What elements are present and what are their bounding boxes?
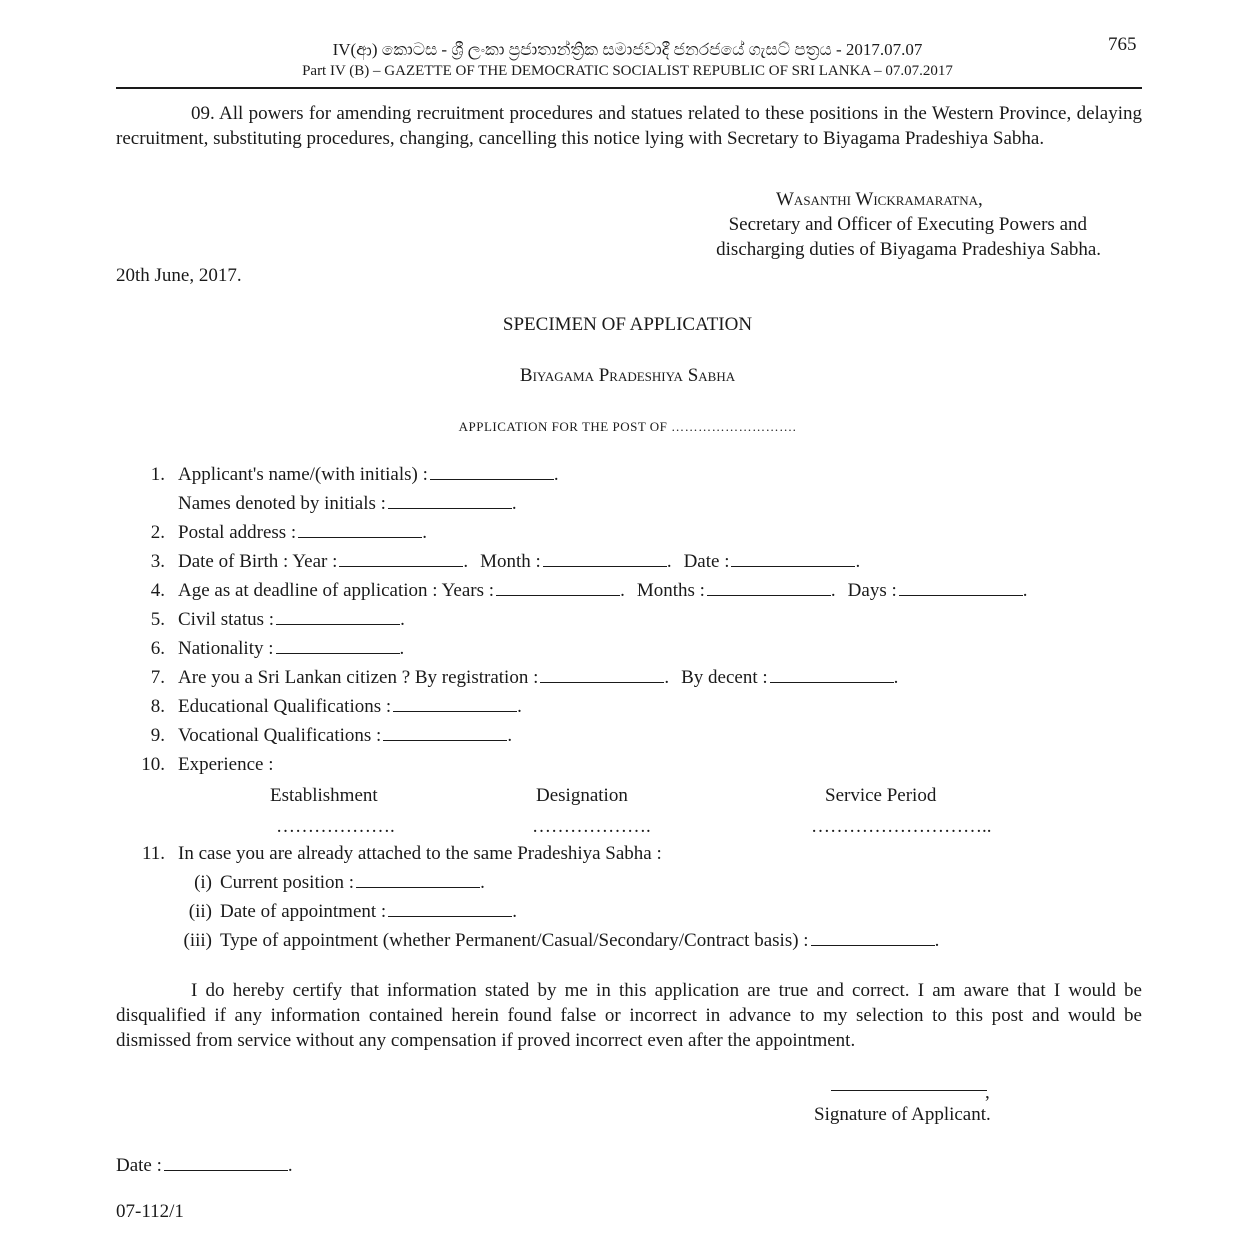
item-number: 8.: [150, 696, 165, 717]
blank-line: [388, 902, 512, 917]
item-number: 10.: [141, 754, 165, 775]
item-label: Months :: [636, 580, 705, 601]
item-number: 6.: [150, 638, 165, 659]
reference-code: 07-112/1: [116, 1201, 184, 1222]
clause-9-paragraph: [116, 101, 1142, 151]
subitem-number: (ii): [188, 901, 212, 922]
blank-line: [496, 581, 620, 596]
item-label: Age as at deadline of application : Years :: [178, 580, 495, 601]
form-institution: Biyagama Pradeshiya Sabha: [519, 365, 736, 386]
signature-comma: ,: [985, 1082, 990, 1103]
experience-col-establishment: Establishment: [270, 785, 378, 806]
item-label: Current position :: [220, 872, 355, 893]
page-number: 765: [1108, 34, 1137, 55]
blank-line: [276, 610, 400, 625]
blank-line: [731, 552, 855, 567]
item-label: Are you a Sri Lankan citizen ? By registration :: [178, 667, 539, 688]
blank-line: [707, 581, 831, 596]
item-label: Applicant's name/(with initials) :: [178, 464, 428, 485]
experience-col-designation: Designation: [536, 785, 628, 806]
blank-line: [388, 494, 512, 509]
application-date: Date : .: [116, 1155, 293, 1176]
item-label: Date of Birth : Year :: [178, 551, 338, 572]
declaration-text: I do hereby certify that information stated by me in this application are true and correct. I am aware that I would be disqualified if any information contained herein found false or incorrect in advance to my selection to this post and would be dismissed from service without any compensation if proved incorrect even after the appointment.: [116, 980, 1142, 1051]
form-title: SPECIMEN OF APPLICATION: [502, 314, 753, 335]
blank-line: [543, 552, 667, 567]
item-number: 1.: [150, 464, 165, 485]
item-date-of-birth: Date of Birth : Year : . Month : . Date : .: [178, 551, 861, 572]
item-label: Days :: [847, 580, 897, 601]
post-line: APPLICATION FOR THE POST OF ……………………….: [458, 419, 797, 434]
item-label: Educational Qualifications :: [178, 696, 392, 717]
item-label: Date :: [683, 551, 730, 572]
blank-line: [811, 931, 935, 946]
clause-9-text: 09. All powers for amending recruitment procedures and statues related to these positions in the Western Province, delaying recruitment, substituting procedures, changing, cancelling this notice lying with Secretary to Biyagama Pradeshiya Sabha.: [116, 103, 1142, 149]
item-initials-names: Names denoted by initials : .: [178, 493, 517, 514]
item-postal-address: Postal address : .: [178, 522, 427, 543]
signature-line: [831, 1082, 987, 1091]
item-label: Date of appointment :: [220, 901, 387, 922]
blank-line: [164, 1156, 288, 1171]
item-label: By decent :: [681, 667, 768, 688]
subitem-current-position: Current position : .: [220, 872, 485, 893]
item-label: Vocational Qualifications :: [178, 725, 382, 746]
item-label: Civil status :: [178, 609, 275, 630]
notice-date: 20th June, 2017.: [116, 265, 242, 286]
item-label: Nationality :: [178, 638, 274, 659]
signature-label: Signature of Applicant.: [814, 1104, 991, 1125]
item-experience: Experience :: [178, 754, 274, 775]
declaration-paragraph: [116, 978, 1142, 1053]
subitem-type-of-appointment: Type of appointment (whether Permanent/Casual/Secondary/Contract basis) : .: [220, 930, 940, 951]
gazette-header-english: Part IV (B) – GAZETTE OF THE DEMOCRATIC SOCIALIST REPUBLIC OF SRI LANKA – 07.07.2017: [302, 63, 953, 79]
item-already-attached: In case you are already attached to the same Pradeshiya Sabha :: [178, 843, 662, 864]
item-number: 2.: [150, 522, 165, 543]
item-age: Age as at deadline of application : Years : . Months : . Days : .: [178, 580, 1028, 601]
item-number: 3.: [150, 551, 165, 572]
item-label: Type of appointment (whether Permanent/Casual/Secondary/Contract basis) :: [220, 930, 809, 951]
signatory-title-1: Secretary and Officer of Executing Powers and: [728, 214, 1087, 235]
signatory-name: Wasanthi Wickramaratna,: [776, 189, 983, 210]
item-label: Month :: [480, 551, 541, 572]
blank-line: [540, 668, 664, 683]
blank-line: [339, 552, 463, 567]
item-vocational-qualifications: Vocational Qualifications : .: [178, 725, 513, 746]
item-citizenship: Are you a Sri Lankan citizen ? By registration : . By decent : .: [178, 667, 899, 688]
item-nationality: Nationality : .: [178, 638, 405, 659]
blank-line: [356, 873, 480, 888]
blank-line: [276, 639, 400, 654]
experience-col-service-period: Service Period: [825, 785, 937, 806]
item-number: 7.: [150, 667, 165, 688]
blank-line: [393, 697, 517, 712]
item-number: 4.: [150, 580, 165, 601]
subitem-date-of-appointment: Date of appointment : .: [220, 901, 517, 922]
blank-line: [770, 668, 894, 683]
item-number: 11.: [141, 843, 165, 864]
item-educational-qualifications: Educational Qualifications : .: [178, 696, 522, 717]
blank-line: [899, 581, 1023, 596]
blank-line: [383, 726, 507, 741]
item-label: Postal address :: [178, 522, 297, 543]
experience-dots-service-period: ………………………..: [811, 816, 992, 837]
date-label: Date :: [116, 1155, 162, 1176]
signatory-title-2: discharging duties of Biyagama Pradeshiya Sabha.: [716, 239, 1101, 260]
item-applicant-name: Applicant's name/(with initials) : .: [178, 464, 559, 485]
subitem-number: (i): [194, 872, 212, 893]
item-label: Names denoted by initials :: [178, 493, 386, 514]
experience-dots-designation: ……………….: [532, 816, 651, 837]
gazette-header-sinhala: IV(ආ) කොටස - ශ්‍රී ලංකා ප්‍රජාතාන්ත්‍රික සමාජවාදී ජනරජයේ ගැසට් පත්‍රය - 2017.07.07: [332, 40, 923, 59]
blank-line: [430, 465, 554, 480]
experience-dots-establishment: ……………….: [276, 816, 395, 837]
item-civil-status: Civil status : .: [178, 609, 405, 630]
subitem-number: (iii): [183, 930, 212, 951]
header-rule: [116, 87, 1142, 89]
blank-line: [298, 523, 422, 538]
item-number: 5.: [150, 609, 165, 630]
item-number: 9.: [150, 725, 165, 746]
